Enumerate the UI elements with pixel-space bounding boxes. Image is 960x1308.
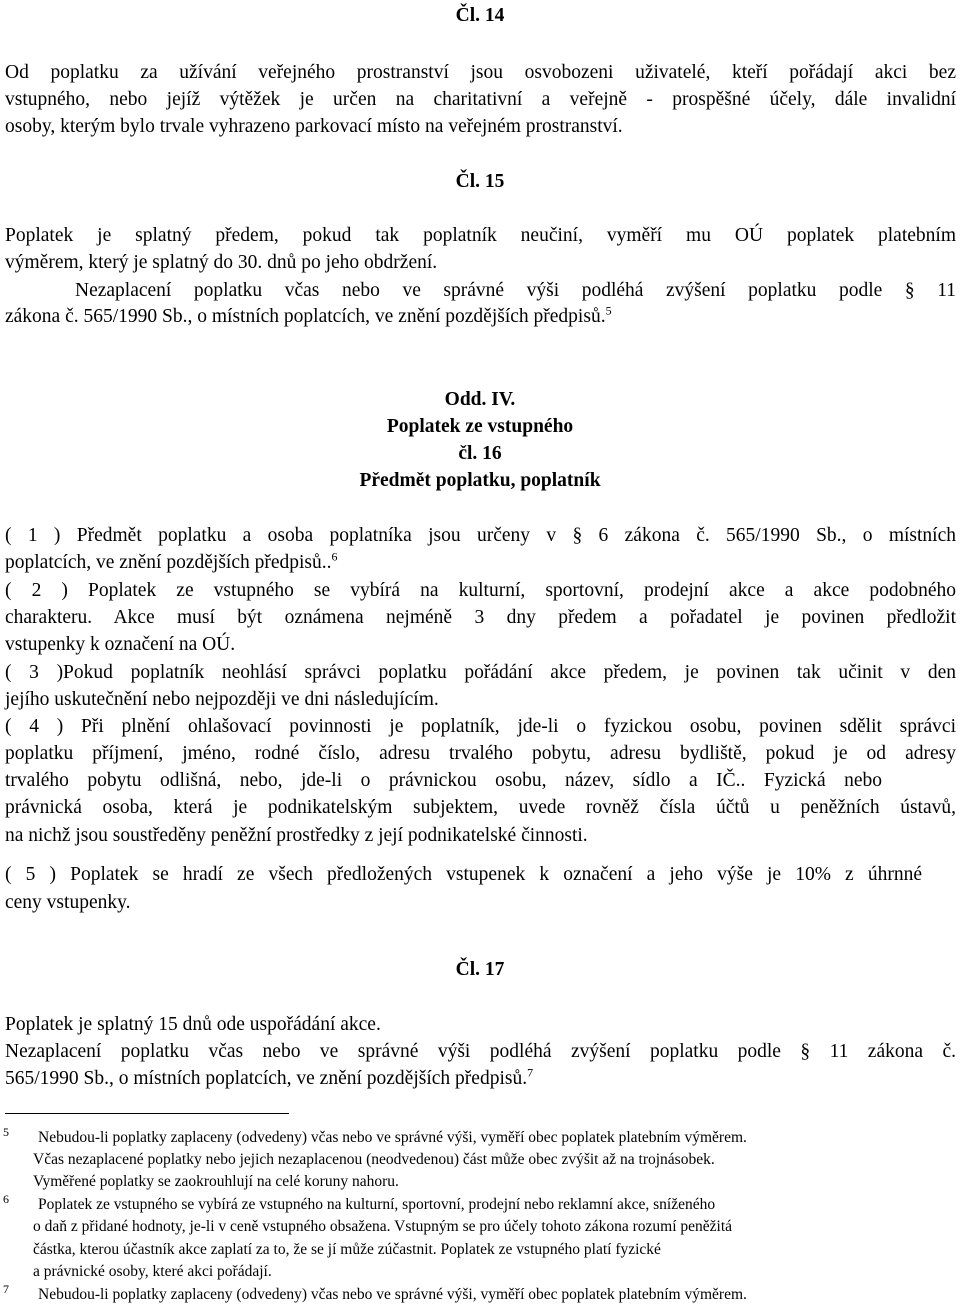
article-15-heading: Čl. 15 xyxy=(455,171,505,192)
footnote-7-line-1: Nebudou-li poplatky zaplaceny (odvedeny) včas nebo ve správné výši, vyměří obec poplatek platebním výměrem. xyxy=(38,1286,747,1303)
article-16-line-7: jejího uskutečnění nebo nejpozději ve dni následujícím. xyxy=(5,689,439,710)
article-16-line-2 xyxy=(5,549,956,573)
footnote-6-number: 6 xyxy=(3,1192,9,1206)
article-17-line-1: Poplatek je splatný 15 dnů ode uspořádání akce. xyxy=(5,1014,381,1035)
article-15-line-4 xyxy=(5,303,956,327)
article-14-heading: Čl. 14 xyxy=(455,5,505,26)
article-16-line-13: ( 5 ) Poplatek se hradí ze všech předložených vstupenek k označení a jeho výše je 10% z úhrnné xyxy=(5,864,922,885)
article-16-line-12: na nichž jsou soustředěny peněžní prostředky z její podnikatelské činnosti. xyxy=(5,825,588,846)
footnote-5-line-2: Včas nezaplacené poplatky nebo jejich nezaplacenou (neodvedenou) část může obec zvýšit až na trojnásobek. xyxy=(33,1151,715,1168)
article-17-line-3 xyxy=(5,1065,956,1089)
article-16-line-4: charakteru. Akce musí být oznámena nejméně 3 dny předem a pořadatel je povinen předložit xyxy=(5,607,956,628)
article-15-line-3: Nezaplacení poplatku včas nebo ve správné výši podléhá zvýšení poplatku podle § 11 xyxy=(75,280,956,301)
footnote-ref-6: 6 xyxy=(331,549,338,564)
article-16-line-6: ( 3 )Pokud poplatník neohlásí správci poplatku pořádání akce předem, je povinen tak učinit v den xyxy=(5,662,956,683)
article-15-line-2: výměrem, který je splatný do 30. dnů po jeho obdržení. xyxy=(5,252,438,273)
article-17-heading: Čl. 17 xyxy=(455,959,505,980)
article-14-line-1: Od poplatku za užívání veřejného prostranství jsou osvobozeni uživatelé, kteří pořádají akci bez xyxy=(5,62,956,83)
article-17-line-3-text: 565/1990 Sb., o místních poplatcích, ve znění pozdějších předpisů. xyxy=(5,1068,528,1089)
footnote-7-number: 7 xyxy=(3,1282,9,1296)
article-16-heading: čl. 16 xyxy=(458,443,502,464)
footnote-ref-7: 7 xyxy=(527,1065,534,1080)
article-16-line-11: právnická osoba, která je podnikatelským subjektem, uvede rovněž čísla účtů u peněžních ústavů, xyxy=(5,797,956,818)
footnote-6-line-1: Poplatek ze vstupného se vybírá ze vstupného na kulturní, sportovní, prodejní nebo reklamní akce, sníženého xyxy=(38,1196,716,1213)
article-15-line-4-text: zákona č. 565/1990 Sb., o místních poplatcích, ve znění pozdějších předpisů. xyxy=(5,306,606,327)
article-16-line-9: poplatku příjmení, jméno, rodné číslo, adresu trvalého pobytu, adresu bydliště, pokud je od adresy xyxy=(5,743,956,764)
article-17-line-2: Nezaplacení poplatku včas nebo ve správné výši podléhá zvýšení poplatku podle § 11 zákona č. xyxy=(5,1041,956,1062)
article-16-line-2-text: poplatcích, ve znění pozdějších předpisů.. xyxy=(5,552,332,573)
footnote-ref-5: 5 xyxy=(605,303,612,318)
article-14-line-3: osoby, kterým bylo trvale vyhrazeno parkovací místo na veřejném prostranství. xyxy=(5,116,623,137)
footnote-separator xyxy=(5,1113,289,1114)
article-16-line-1: ( 1 ) Předmět poplatku a osoba poplatníka jsou určeny v § 6 zákona č. 565/1990 Sb., o místních xyxy=(5,525,956,546)
article-16-line-10: trvalého pobytu odlišná, nebo, jde-li o právnickou osobu, název, sídlo a IČ.. Fyzická nebo xyxy=(5,770,882,791)
footnote-6-line-4: a právnické osoby, které akci pořádají. xyxy=(33,1263,272,1280)
article-16-line-8: ( 4 ) Při plnění ohlašovací povinnosti je poplatník, jde-li o fyzickou osobu, povinen sdělit správci xyxy=(5,716,956,737)
article-15-line-1: Poplatek je splatný předem, pokud tak poplatník neučiní, vyměří mu OÚ poplatek platebním xyxy=(5,225,956,246)
article-16-line-3: ( 2 ) Poplatek ze vstupného se vybírá na kulturní, sportovní, prodejní akce a akce podobného xyxy=(5,580,956,601)
footnote-5-number: 5 xyxy=(3,1125,9,1139)
article-16-line-5: vstupenky k označení na OÚ. xyxy=(5,634,236,655)
article-16-line-14: ceny vstupenky. xyxy=(5,892,131,913)
article-14-line-2: vstupného, nebo jejíž výtěžek je určen na charitativní a veřejně - prospěšné účely, dále invalidní xyxy=(5,89,956,110)
footnote-6-line-3: částka, kterou účastník akce zaplatí za to, že se jí může zúčastnit. Poplatek ze vstupného platí fyzické xyxy=(33,1241,661,1258)
division-heading: Odd. IV. xyxy=(444,389,516,410)
footnote-5-line-3: Vyměřené poplatky se zaokrouhlují na celé koruny nahoru. xyxy=(33,1173,399,1190)
article-16-subject: Předmět poplatku, poplatník xyxy=(359,470,601,491)
footnote-6-line-2: o daň z přidané hodnoty, je-li v ceně vstupného obsažena. Vstupným se pro účely tohoto zákona rozumí peněžitá xyxy=(33,1218,733,1235)
division-title: Poplatek ze vstupného xyxy=(386,416,574,437)
footnote-5-line-1: Nebudou-li poplatky zaplaceny (odvedeny) včas nebo ve správné výši, vyměří obec poplatek platebním výměrem. xyxy=(38,1129,747,1146)
